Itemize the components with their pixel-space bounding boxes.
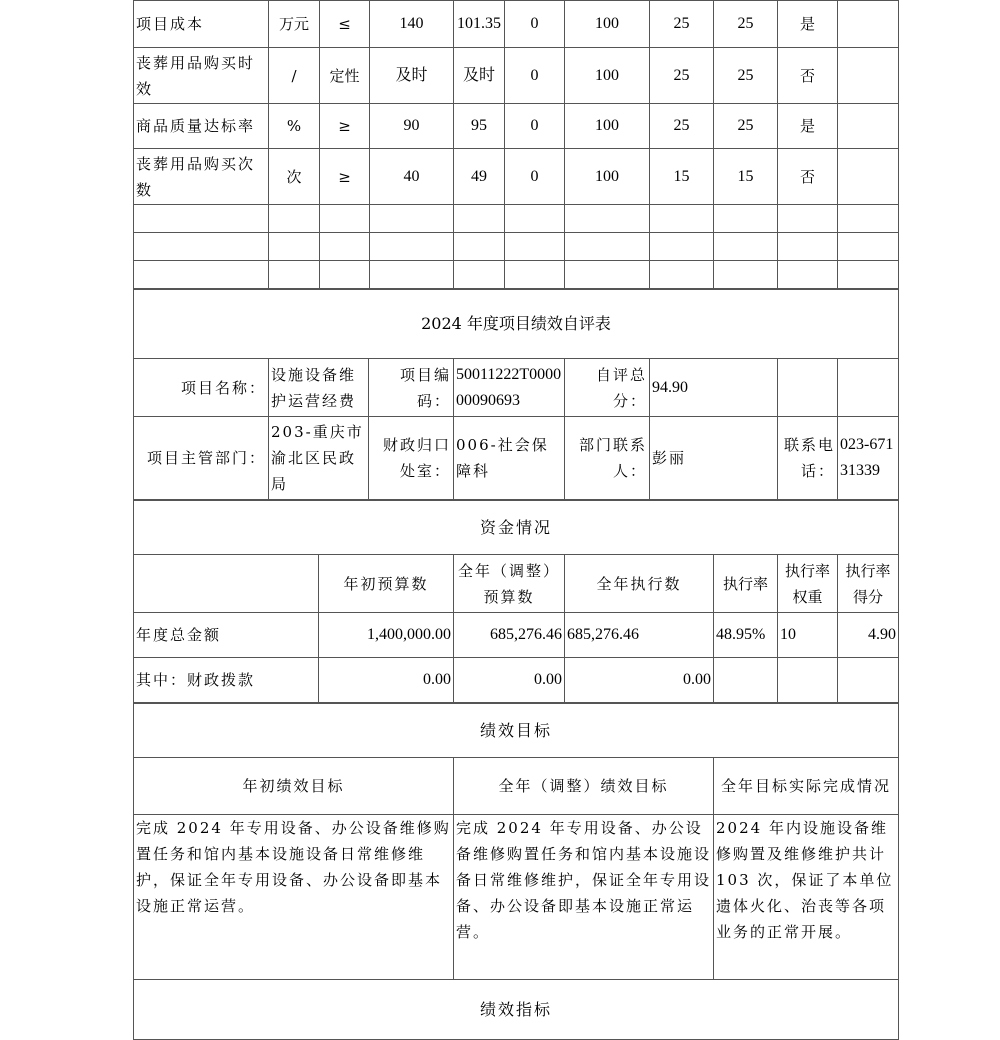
finance-label: 财政归口处室： bbox=[369, 417, 454, 500]
funds-score: 4.90 bbox=[838, 613, 899, 658]
empty-cell bbox=[565, 205, 650, 233]
empty-cell bbox=[778, 205, 838, 233]
funds-header: 执行率得分 bbox=[838, 555, 899, 613]
evaluation-sheet bbox=[133, 0, 898, 1040]
indicator-operator: ≥ bbox=[320, 104, 370, 149]
indicator-note bbox=[838, 149, 899, 205]
contact-value: 彭丽 bbox=[650, 417, 778, 500]
goal-adjusted: 完成 2024 年专用设备、办公设备维修购置任务和馆内基本设施设备日常维修维护，保证全年专用设备、办公设备即基本设施正常运营。 bbox=[454, 815, 714, 980]
empty-cell bbox=[714, 233, 778, 261]
indicator-row bbox=[134, 48, 899, 104]
empty-cell bbox=[650, 261, 714, 289]
indicator-actual: 95 bbox=[454, 104, 505, 149]
indicator-value: 25 bbox=[714, 1, 778, 48]
indicator-value: 15 bbox=[714, 149, 778, 205]
indicator-name: 丧葬用品购买次数 bbox=[134, 149, 269, 205]
score-value: 94.90 bbox=[650, 359, 778, 417]
indicator-target: 90 bbox=[370, 104, 454, 149]
project-code-label: 项目编码： bbox=[369, 359, 454, 417]
indicator-value: 25 bbox=[650, 48, 714, 104]
indicator-value: 25 bbox=[714, 48, 778, 104]
empty-row bbox=[134, 261, 899, 289]
indicator-value: 100 bbox=[565, 149, 650, 205]
form-title: 2024 年度项目绩效自评表 bbox=[134, 290, 899, 359]
indicator-flag: 是 bbox=[778, 1, 838, 48]
contact-label: 部门联系人： bbox=[565, 417, 650, 500]
empty-cell bbox=[320, 261, 370, 289]
goals-section-title: 绩效目标 bbox=[134, 704, 899, 758]
indicator-operator: ≤ bbox=[320, 1, 370, 48]
goal-actual: 2024 年内设施设备维修购置及维修维护共计 103 次，保证了本单位遗体火化、治丧等各项业务的正常开展。 bbox=[714, 815, 899, 980]
indicator-target: 140 bbox=[370, 1, 454, 48]
indicators-section-title: 绩效指标 bbox=[134, 980, 899, 1040]
funds-rate: 48.95% bbox=[714, 613, 778, 658]
indicator-flag: 否 bbox=[778, 48, 838, 104]
empty-cell bbox=[838, 359, 899, 417]
goals-header: 全年目标实际完成情况 bbox=[714, 758, 899, 815]
empty-cell bbox=[134, 261, 269, 289]
empty-cell bbox=[505, 261, 565, 289]
indicator-row bbox=[134, 1, 899, 48]
goal-initial: 完成 2024 年专用设备、办公设备维修购置任务和馆内基本设施设备日常维修维护，保证全年专用设备、办公设备即基本设施正常运营。 bbox=[134, 815, 454, 980]
empty-cell bbox=[269, 261, 320, 289]
indicator-note bbox=[838, 1, 899, 48]
empty-cell bbox=[370, 233, 454, 261]
empty-cell bbox=[838, 233, 899, 261]
funds-budget: 0.00 bbox=[319, 658, 454, 703]
funds-header: 执行率 bbox=[714, 555, 778, 613]
indicator-flag: 否 bbox=[778, 149, 838, 205]
indicator-operator: 定性 bbox=[320, 48, 370, 104]
empty-cell bbox=[778, 261, 838, 289]
project-name-label: 项目名称： bbox=[134, 359, 269, 417]
empty-cell bbox=[320, 205, 370, 233]
empty-cell bbox=[505, 205, 565, 233]
empty-cell bbox=[650, 233, 714, 261]
indicator-value: 25 bbox=[650, 104, 714, 149]
empty-row bbox=[134, 233, 899, 261]
indicator-unit: / bbox=[269, 48, 320, 104]
indicator-target: 及时 bbox=[370, 48, 454, 104]
indicator-value: 100 bbox=[565, 1, 650, 48]
indicator-row bbox=[134, 149, 899, 205]
finance-value: 006-社会保障科 bbox=[454, 417, 565, 500]
indicator-unit: % bbox=[269, 104, 320, 149]
empty-cell bbox=[714, 205, 778, 233]
funds-score bbox=[838, 658, 899, 703]
indicator-value: 100 bbox=[565, 104, 650, 149]
indicator-name: 项目成本 bbox=[134, 1, 269, 48]
project-code-value: 50011222T000000090693 bbox=[454, 359, 565, 417]
empty-cell bbox=[714, 261, 778, 289]
goals-header: 全年（调整）绩效目标 bbox=[454, 758, 714, 815]
funds-row-label: 年度总金额 bbox=[134, 613, 319, 658]
empty-row bbox=[134, 205, 899, 233]
goals-table bbox=[133, 703, 899, 1040]
project-name-value: 设施设备维护运营经费 bbox=[269, 359, 369, 417]
funds-row-label: 其中：财政拨款 bbox=[134, 658, 319, 703]
empty-cell bbox=[134, 205, 269, 233]
funds-header: 全年（调整）预算数 bbox=[454, 555, 565, 613]
indicator-name: 丧葬用品购买时效 bbox=[134, 48, 269, 104]
empty-cell bbox=[778, 233, 838, 261]
empty-cell bbox=[565, 233, 650, 261]
indicator-name: 商品质量达标率 bbox=[134, 104, 269, 149]
phone-value: 023-67131339 bbox=[838, 417, 899, 500]
indicator-table bbox=[133, 0, 899, 289]
indicator-note bbox=[838, 48, 899, 104]
indicator-value: 0 bbox=[505, 1, 565, 48]
empty-cell bbox=[320, 233, 370, 261]
indicator-actual: 49 bbox=[454, 149, 505, 205]
indicator-unit: 次 bbox=[269, 149, 320, 205]
funds-section-title: 资金情况 bbox=[134, 501, 899, 555]
funds-header: 全年执行数 bbox=[565, 555, 714, 613]
funds-adjusted: 685,276.46 bbox=[454, 613, 565, 658]
funds-adjusted: 0.00 bbox=[454, 658, 565, 703]
indicator-actual: 101.35 bbox=[454, 1, 505, 48]
funds-header: 年初预算数 bbox=[319, 555, 454, 613]
empty-cell bbox=[269, 233, 320, 261]
indicator-actual: 及时 bbox=[454, 48, 505, 104]
empty-cell bbox=[838, 261, 899, 289]
dept-label: 项目主管部门： bbox=[134, 417, 269, 500]
indicator-target: 40 bbox=[370, 149, 454, 205]
indicator-row bbox=[134, 104, 899, 149]
funds-row bbox=[134, 658, 899, 703]
dept-value: 203-重庆市渝北区民政局 bbox=[269, 417, 369, 500]
funds-row bbox=[134, 613, 899, 658]
indicator-value: 0 bbox=[505, 104, 565, 149]
empty-cell bbox=[370, 205, 454, 233]
empty-cell bbox=[565, 261, 650, 289]
indicator-value: 0 bbox=[505, 48, 565, 104]
empty-cell bbox=[505, 233, 565, 261]
empty-cell bbox=[454, 205, 505, 233]
indicator-operator: ≥ bbox=[320, 149, 370, 205]
funds-executed: 685,276.46 bbox=[565, 613, 714, 658]
empty-cell bbox=[454, 233, 505, 261]
empty-cell bbox=[650, 205, 714, 233]
phone-label: 联系电话： bbox=[778, 417, 838, 500]
funds-budget: 1,400,000.00 bbox=[319, 613, 454, 658]
indicator-value: 100 bbox=[565, 48, 650, 104]
empty-cell bbox=[778, 359, 838, 417]
funds-header: 执行率权重 bbox=[778, 555, 838, 613]
indicator-note bbox=[838, 104, 899, 149]
indicator-value: 15 bbox=[650, 149, 714, 205]
funds-rate bbox=[714, 658, 778, 703]
empty-cell bbox=[134, 555, 319, 613]
empty-cell bbox=[269, 205, 320, 233]
empty-cell bbox=[134, 233, 269, 261]
indicator-flag: 是 bbox=[778, 104, 838, 149]
goals-header: 年初绩效目标 bbox=[134, 758, 454, 815]
score-label: 自评总分： bbox=[565, 359, 650, 417]
form-header-table bbox=[133, 289, 899, 500]
empty-cell bbox=[454, 261, 505, 289]
indicator-value: 0 bbox=[505, 149, 565, 205]
funds-weight: 10 bbox=[778, 613, 838, 658]
funds-executed: 0.00 bbox=[565, 658, 714, 703]
empty-cell bbox=[838, 205, 899, 233]
empty-cell bbox=[370, 261, 454, 289]
funds-table bbox=[133, 500, 899, 703]
funds-weight bbox=[778, 658, 838, 703]
indicator-value: 25 bbox=[714, 104, 778, 149]
indicator-value: 25 bbox=[650, 1, 714, 48]
indicator-unit: 万元 bbox=[269, 1, 320, 48]
